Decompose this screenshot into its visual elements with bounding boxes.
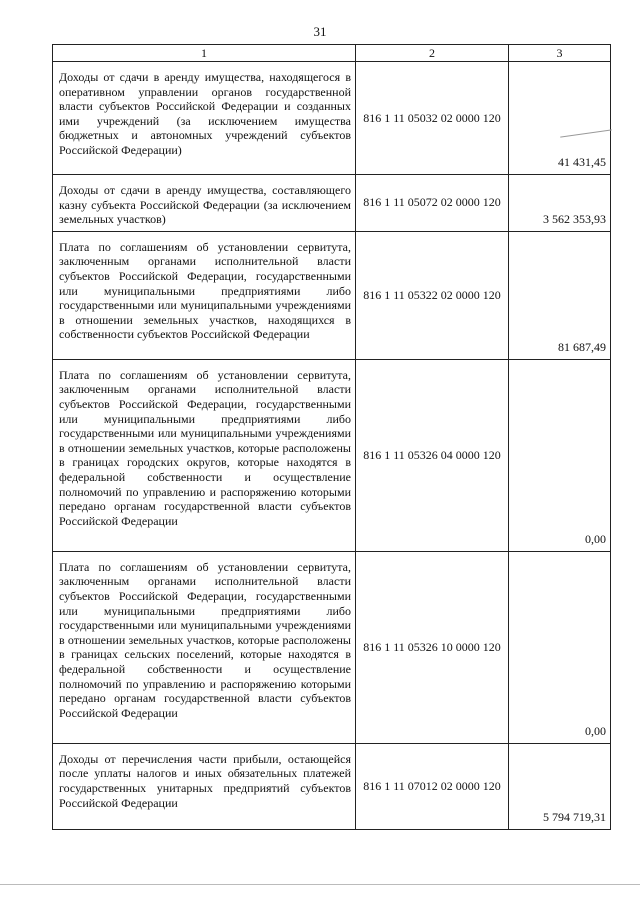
row-description: Доходы от сдачи в аренду имущества, составляющего казну субъекта Российской Федерации (за исключением земельных участков) bbox=[53, 175, 356, 232]
table-row bbox=[53, 743, 611, 829]
column-header-code: 2 bbox=[356, 45, 509, 62]
column-header-amount: 3 bbox=[509, 45, 611, 62]
table-row bbox=[53, 231, 611, 359]
row-code: 816 1 11 05072 02 0000 120 bbox=[356, 175, 509, 232]
page-number: 31 bbox=[313, 24, 327, 39]
row-amount: 0,00 bbox=[509, 359, 611, 551]
table-row bbox=[53, 62, 611, 175]
scan-artifact-line bbox=[0, 884, 640, 885]
row-code: 816 1 11 05326 10 0000 120 bbox=[356, 551, 509, 743]
row-amount: 5 794 719,31 bbox=[509, 743, 611, 829]
row-amount: 3 562 353,93 bbox=[509, 175, 611, 232]
row-description: Плата по соглашениям об установлении сервитута, заключенным органами исполнительной власти субъектов Российской Федерации, государственными или муниципальными предприятиями либо государственными или муниципальными учреждениями в отношении земельных участков, которые расположены в границах городских округов, которые находятся в федеральной собственности и осуществление полномочий по управлению и распоряжению которыми передано органам государственной власти субъектов Российской Федерации bbox=[53, 359, 356, 551]
row-amount: 41 431,45 bbox=[509, 62, 611, 175]
table-row bbox=[53, 551, 611, 743]
revenue-table bbox=[52, 44, 611, 830]
table-header-row bbox=[53, 45, 611, 62]
row-code: 816 1 11 05322 02 0000 120 bbox=[356, 231, 509, 359]
row-description: Плата по соглашениям об установлении сервитута, заключенным органами исполнительной власти субъектов Российской Федерации, государственными или муниципальными предприятиями либо государственными или муниципальными учреждениями в отношении земельных участков, находящихся в собственности субъектов Российской Федерации bbox=[53, 231, 356, 359]
row-description: Плата по соглашениям об установлении сервитута, заключенным органами исполнительной власти субъектов Российской Федерации, государственными или муниципальными предприятиями либо государственными или муниципальными учреждениями в отношении земельных участков, которые расположены в границах сельских поселений, которые находятся в федеральной собственности и осуществление полномочий по управлению и распоряжению которыми передано органам государственной власти субъектов Российской Федерации bbox=[53, 551, 356, 743]
row-amount: 81 687,49 bbox=[509, 231, 611, 359]
table-row bbox=[53, 359, 611, 551]
column-header-description: 1 bbox=[53, 45, 356, 62]
table-row bbox=[53, 175, 611, 232]
row-code: 816 1 11 07012 02 0000 120 bbox=[356, 743, 509, 829]
row-code: 816 1 11 05326 04 0000 120 bbox=[356, 359, 509, 551]
row-description: Доходы от перечисления части прибыли, остающейся после уплаты налогов и иных обязательных платежей государственных унитарных предприятий субъектов Российской Федерации bbox=[53, 743, 356, 829]
row-code: 816 1 11 05032 02 0000 120 bbox=[356, 62, 509, 175]
row-amount: 0,00 bbox=[509, 551, 611, 743]
row-description: Доходы от сдачи в аренду имущества, находящегося в оперативном управлении органов государственной власти субъектов Российской Федерации и созданных ими учреждений (за исключением имущества бюджетных и автономных учреждений субъектов Российской Федерации) bbox=[53, 62, 356, 175]
